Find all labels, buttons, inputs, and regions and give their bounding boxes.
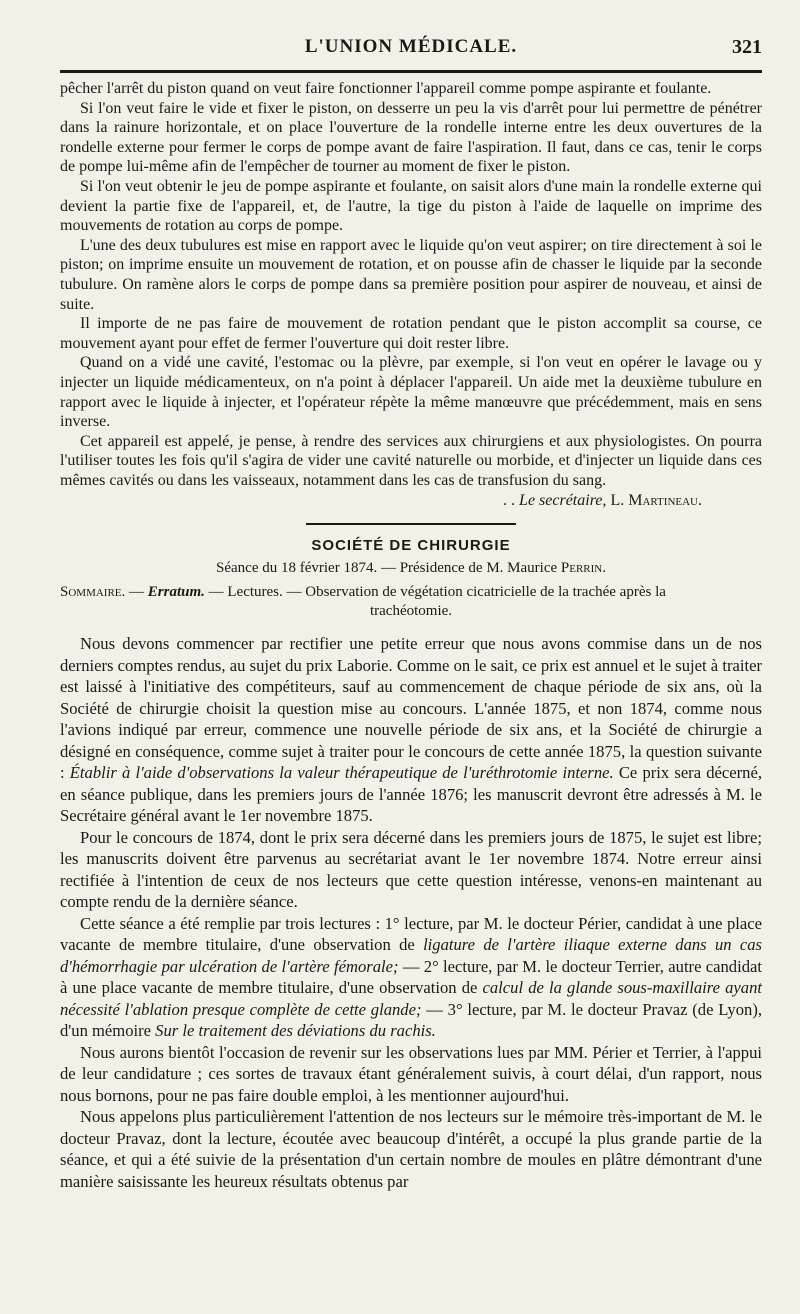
paragraph: Nous aurons bientôt l'occasion de revenir sur les observations lues par MM. Périer et Terrier, à l'appui de leur candidature ; ces sortes de travaux étant généralement suivis, à court délai, d'un rapport, nous nous bornons, pour ne pas faire double emploi, à les mentionner aujourd'hui.: [60, 1042, 762, 1105]
paragraph: Nous appelons plus particulièrement l'attention de nos lecteurs sur le mémoire très-important de M. le docteur Pravaz, dont la lecture, écoutée avec beaucoup d'intérêt, a occupé la plus grande partie de la séance, et qui a été suivie de la présentation d'un certain nombre de moules en plâtre démontrant d'une manière saisissante les heureux résultats obtenus par: [60, 1107, 762, 1191]
paragraph: Il importe de ne pas faire de mouvement de rotation pendant que le piston accomplit sa course, ce mouvement ayant pour effet de fermer l'ouverture qui doit rester libre.: [60, 315, 762, 352]
session-line: Séance du 18 février 1874. — Présidence de M. Maurice Perrin.: [216, 560, 606, 577]
paragraph: pêcher l'arrêt du piston quand on veut faire fonctionner l'appareil comme pompe aspirante et foulante.: [60, 80, 712, 97]
section-title: SOCIÉTÉ DE CHIRURGIE: [311, 537, 511, 555]
running-head: [60, 36, 762, 66]
paragraph: Nous devons commencer par rectifier une petite erreur que nous avons commise dans un de nos derniers comptes rendus, au sujet du prix Laborie. Comme on le sait, ce prix est annuel et le sujet à traiter est laissé à l'initiative des compétiteurs, sauf au commencement de chaque période de six ans, où la Société de chirurgie choisit la question mise au concours. L'année 1875, et non 1874, comme nous l'avions indiqué par erreur, commence une nouvelle période de six ans, et la Société de chirurgie a désigné en conséquence, comme sujet à traiter pour le concours de cette année 1875, la question suivante : Établir à l'aide d'observations la valeur thérapeutique de l'uréthrotomie interne. Ce prix sera décerné, en séance publique, dans les premiers jours de l'année 1876; les manuscrit devront être adressés à M. le Secrétaire général avant le 1er novembre 1875.: [60, 634, 762, 826]
signature-name: L. Martineau.: [610, 492, 702, 510]
session-summary: Sommaire. — Erratum. — Lectures. — Observation de végétation cicatricielle de la trachée après la trachéotomie.: [60, 584, 666, 620]
journal-title: L'UNION MÉDICALE.: [304, 36, 518, 57]
paragraph: Quand on a vidé une cavité, l'estomac ou la plèvre, par exemple, si l'on veut en opérer le lavage ou y injecter un liquide médicamenteux, on n'a point à déplacer l'appareil. Un aide met la deuxième tubulure en rapport avec le liquide à injecter, et l'opérateur répète la même manœuvre que précédemment, mais en sens inverse.: [60, 354, 762, 431]
paragraph: Cet appareil est appelé, je pense, à rendre des services aux chirurgiens et aux physiologistes. On pourra l'utiliser toutes les fois qu'il s'agira de vider une cavité naturelle ou morbide, et d'injecter un liquide dans ces mêmes cavités ou dans les vaisseaux, notamment dans les cas de transfusion du sang.: [60, 432, 762, 489]
paragraph: Pour le concours de 1874, dont le prix sera décerné dans les premiers jours de 1875, le sujet est libre; les manuscrits doivent être parvenus au secrétariat avant le 1er novembre 1874. Notre erreur ainsi rectifiée à l'intention de ceux de nos lecteurs que cette question intéresse, venons-en maintenant au compte rendu de la dernière séance.: [60, 827, 762, 912]
president-name: Perrin.: [560, 560, 606, 577]
signature-title: Le secrétaire,: [519, 492, 607, 510]
header-rule: [60, 70, 762, 73]
paragraph: Si l'on veut obtenir le jeu de pompe aspirante et foulante, on saisit alors d'une main la rondelle externe qui devient la partie fixe de l'appareil, et, de l'autre, la tige du piston à l'aide de laquelle on imprime des mouvements de rotation au corps de pompe.: [60, 177, 762, 235]
paragraph: Cette séance a été remplie par trois lectures : 1° lecture, par M. le docteur Périer, candidat à une place vacante de membre titulaire, d'une observation de ligature de l'artère iliaque externe dans un cas d'hémorrhagie par ulcération de l'artère fémorale; — 2° lecture, par M. le docteur Terrier, autre candidat à une place vacante de membre titulaire, d'une observation de calcul de la glande sous-maxillaire ayant nécessité l'ablation presque complète de cette glande; — 3° lecture, par M. le docteur Pravaz (de Lyon), d'un mémoire Sur le traitement des déviations du rachis.: [60, 913, 763, 1041]
page-number: 321: [732, 36, 762, 58]
paragraph: Si l'on veut faire le vide et fixer le piston, on desserre un peu la vis d'arrêt pour lui permettre de pénétrer dans la rainure horizontale, et on place l'ouverture de la rondelle interne entre les deux ouvertures de la rondelle externe pour fermer le corps de pompe avant de faire l'aspiration. Il faut, dans ce cas, tenir le corps de pompe lui-même afin de l'empêcher de tourner au moment de fixer le piston.: [60, 99, 762, 176]
paragraph: L'une des deux tubulures est mise en rapport avec le liquide qu'on veut aspirer; on tire directement à soi le piston; on imprime ensuite un mouvement de rotation, et on pousse afin de chasser le liquide par la seconde tubulure. On ramène alors le corps de pompe dans sa première position pour aspirer de nouveau, et ainsi de suite.: [60, 236, 762, 313]
signature: . . Le secrétaire, L. Martineau.: [503, 492, 702, 510]
section-divider: [306, 523, 516, 525]
